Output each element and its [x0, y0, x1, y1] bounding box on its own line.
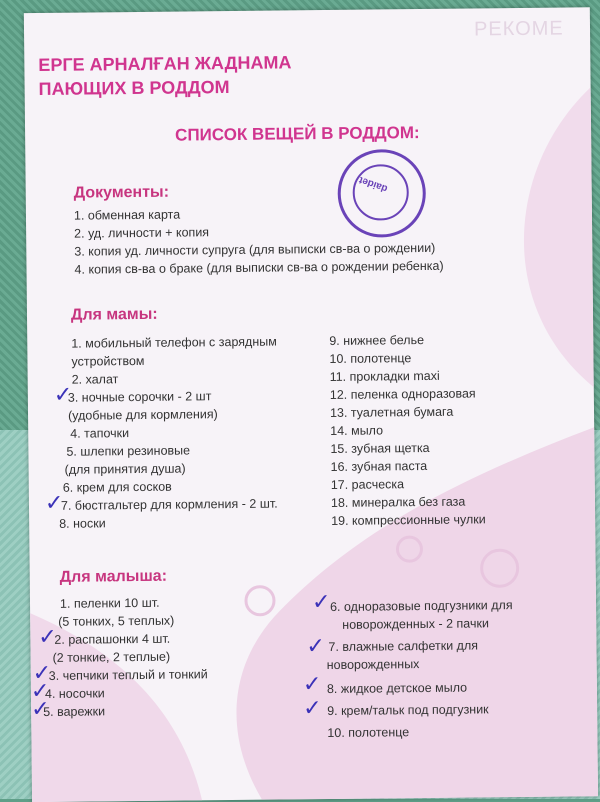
baby-item: новорожденных - 2 пачки: [342, 616, 489, 632]
check-mark-icon: ✓: [306, 634, 326, 660]
baby-item: новорожденных: [326, 657, 420, 673]
mom-item: 5. шлепки резиновые: [66, 443, 191, 459]
check-mark-icon: ✓: [32, 660, 52, 687]
baby-item: 10. полотенце: [327, 725, 410, 741]
documents-heading: Документы:: [73, 183, 170, 202]
mom-item: 19. компрессионные чулки: [331, 512, 486, 528]
mom-item: 9. нижнее белье: [329, 332, 425, 348]
baby-item: 4. носочки: [44, 686, 105, 701]
baby-item: 2. распашонки 4 шт.: [54, 631, 171, 647]
baby-item: (5 тонких, 5 теплых): [58, 613, 175, 629]
mom-item: 16. зубная паста: [330, 458, 428, 474]
mom-item: (удобные для кормления): [67, 407, 218, 423]
header-line-2: ПАЮЩИХ В РОДДОМ: [38, 77, 230, 100]
check-mark-icon: ✓: [30, 696, 50, 723]
mom-item: 14. мыло: [330, 423, 384, 438]
mom-item: 12. пеленка одноразовая: [329, 386, 476, 402]
mom-item: 6. крем для сосков: [62, 479, 172, 495]
baby-item: 6. одноразовые подгузники для: [329, 598, 513, 614]
baby-item: (2 тонкие, 2 теплые): [52, 649, 171, 665]
documents-item: 4. копия св-ва о браке (для выписки св-ва о рождении ребенка): [74, 258, 444, 277]
mom-item: 1. мобильный телефон с зарядным: [71, 334, 277, 351]
check-mark-icon: ✓: [302, 696, 322, 722]
baby-heading: Для малыша:: [59, 567, 168, 586]
baby-item: 3. чепчики теплый и тонкий: [48, 667, 208, 683]
baby-item: 9. крем/тальк под подгузник: [327, 702, 489, 719]
documents-item: 2. уд. личности + копия: [74, 225, 210, 241]
check-mark-icon: ✓: [38, 624, 57, 651]
baby-item: 8. жидкое детское мыло: [326, 680, 468, 697]
header-line-1: ЕРГЕ АРНАЛҒАН ЖАДНАМА: [38, 52, 292, 76]
ghost-text: РЕКОМЕ: [473, 17, 564, 41]
check-mark-icon: ✓: [44, 490, 64, 516]
mom-item: 3. ночные сорочки - 2 шт: [67, 389, 212, 405]
mom-item: 18. минералка без газа: [330, 494, 466, 510]
page-title: СПИСОК ВЕЩЕЙ В РОДДОМ:: [175, 123, 420, 145]
mom-item: 4. тапочки: [70, 426, 130, 441]
mom-item: 11. прокладки maxi: [329, 368, 440, 384]
mom-item: 13. туалетная бумага: [329, 404, 454, 420]
check-mark-icon: ✓: [302, 672, 322, 698]
mom-item: 7. бюстгальтер для кормления - 2 шт.: [60, 496, 278, 513]
mom-item: 10. полотенце: [329, 351, 412, 366]
mom-item: 15. зубная щетка: [330, 440, 430, 456]
baby-item: 5. варежки: [43, 704, 106, 719]
check-mark-icon: ✓: [30, 678, 50, 705]
documents-item: 3. копия уд. личности супруга (для выписки св-ва о рождении): [74, 240, 436, 259]
baby-item: 7. влажные салфетки для: [328, 638, 479, 655]
baby-item: 1. пеленки 10 шт.: [59, 595, 160, 611]
mom-item: 8. носки: [59, 516, 106, 531]
documents-item: 1. обменная карта: [73, 207, 181, 223]
mom-item: (для принятия душа): [64, 461, 186, 477]
paper-sheet: [24, 7, 598, 802]
stamp-text: daidet: [357, 173, 390, 195]
mom-item: 2. халат: [71, 372, 119, 387]
mom-heading: Для мамы:: [70, 305, 158, 324]
mom-item: устройством: [71, 353, 145, 369]
check-mark-icon: ✓: [53, 382, 73, 408]
stamp-seal: [337, 149, 426, 238]
mom-item: 17. расческа: [330, 477, 405, 492]
check-mark-icon: ✓: [311, 589, 331, 616]
